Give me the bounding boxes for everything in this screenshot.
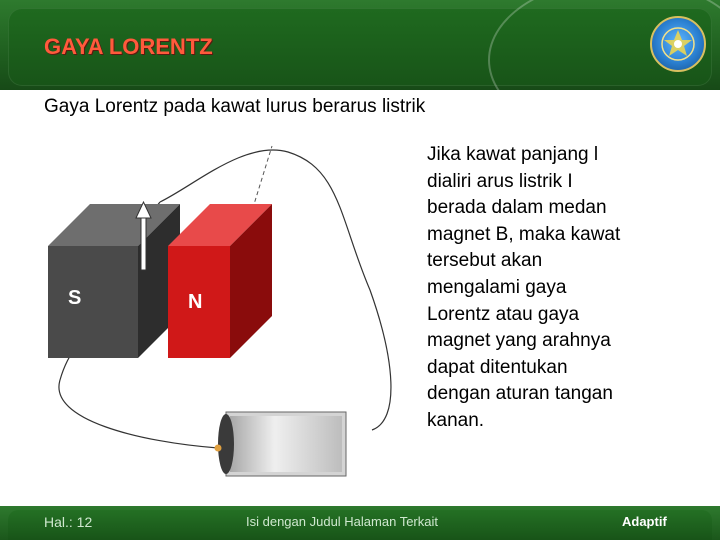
body-line: tersebut akan bbox=[427, 250, 543, 272]
slide-subtitle: Gaya Lorentz pada kawat lurus berarus listrik bbox=[44, 96, 426, 117]
body-line: Lorentz atau gaya bbox=[427, 303, 580, 325]
body-line: dengan aturan tangan bbox=[427, 383, 613, 405]
south-magnet-label: S bbox=[68, 287, 82, 309]
south-magnet bbox=[48, 204, 180, 358]
footer-page-title: Isi dengan Judul Halaman Terkait bbox=[246, 514, 438, 529]
body-line: berada dalam medan bbox=[427, 197, 607, 219]
body-line: magnet yang arahnya bbox=[427, 330, 611, 352]
tut-wuri-handayani-logo-icon bbox=[650, 16, 706, 72]
footer-band bbox=[0, 506, 720, 540]
slide-title: GAYA LORENTZ bbox=[44, 34, 213, 59]
battery bbox=[215, 412, 347, 476]
body-line: dialiri arus listrik I bbox=[427, 170, 573, 192]
footer-adaptif-label: Adaptif bbox=[622, 514, 667, 529]
body-line: Jika kawat panjang l bbox=[427, 144, 599, 165]
explanation-paragraph bbox=[427, 142, 677, 435]
north-magnet bbox=[168, 204, 272, 358]
body-line: dapat ditentukan bbox=[427, 356, 568, 378]
page-number: Hal.: 12 bbox=[44, 514, 93, 530]
body-line: magnet B, maka kawat bbox=[427, 223, 621, 245]
lorentz-diagram bbox=[20, 130, 420, 480]
north-magnet-label: N bbox=[188, 291, 203, 313]
body-line: kanan. bbox=[427, 409, 485, 431]
body-line: mengalami gaya bbox=[427, 276, 567, 298]
header-band bbox=[0, 0, 720, 90]
